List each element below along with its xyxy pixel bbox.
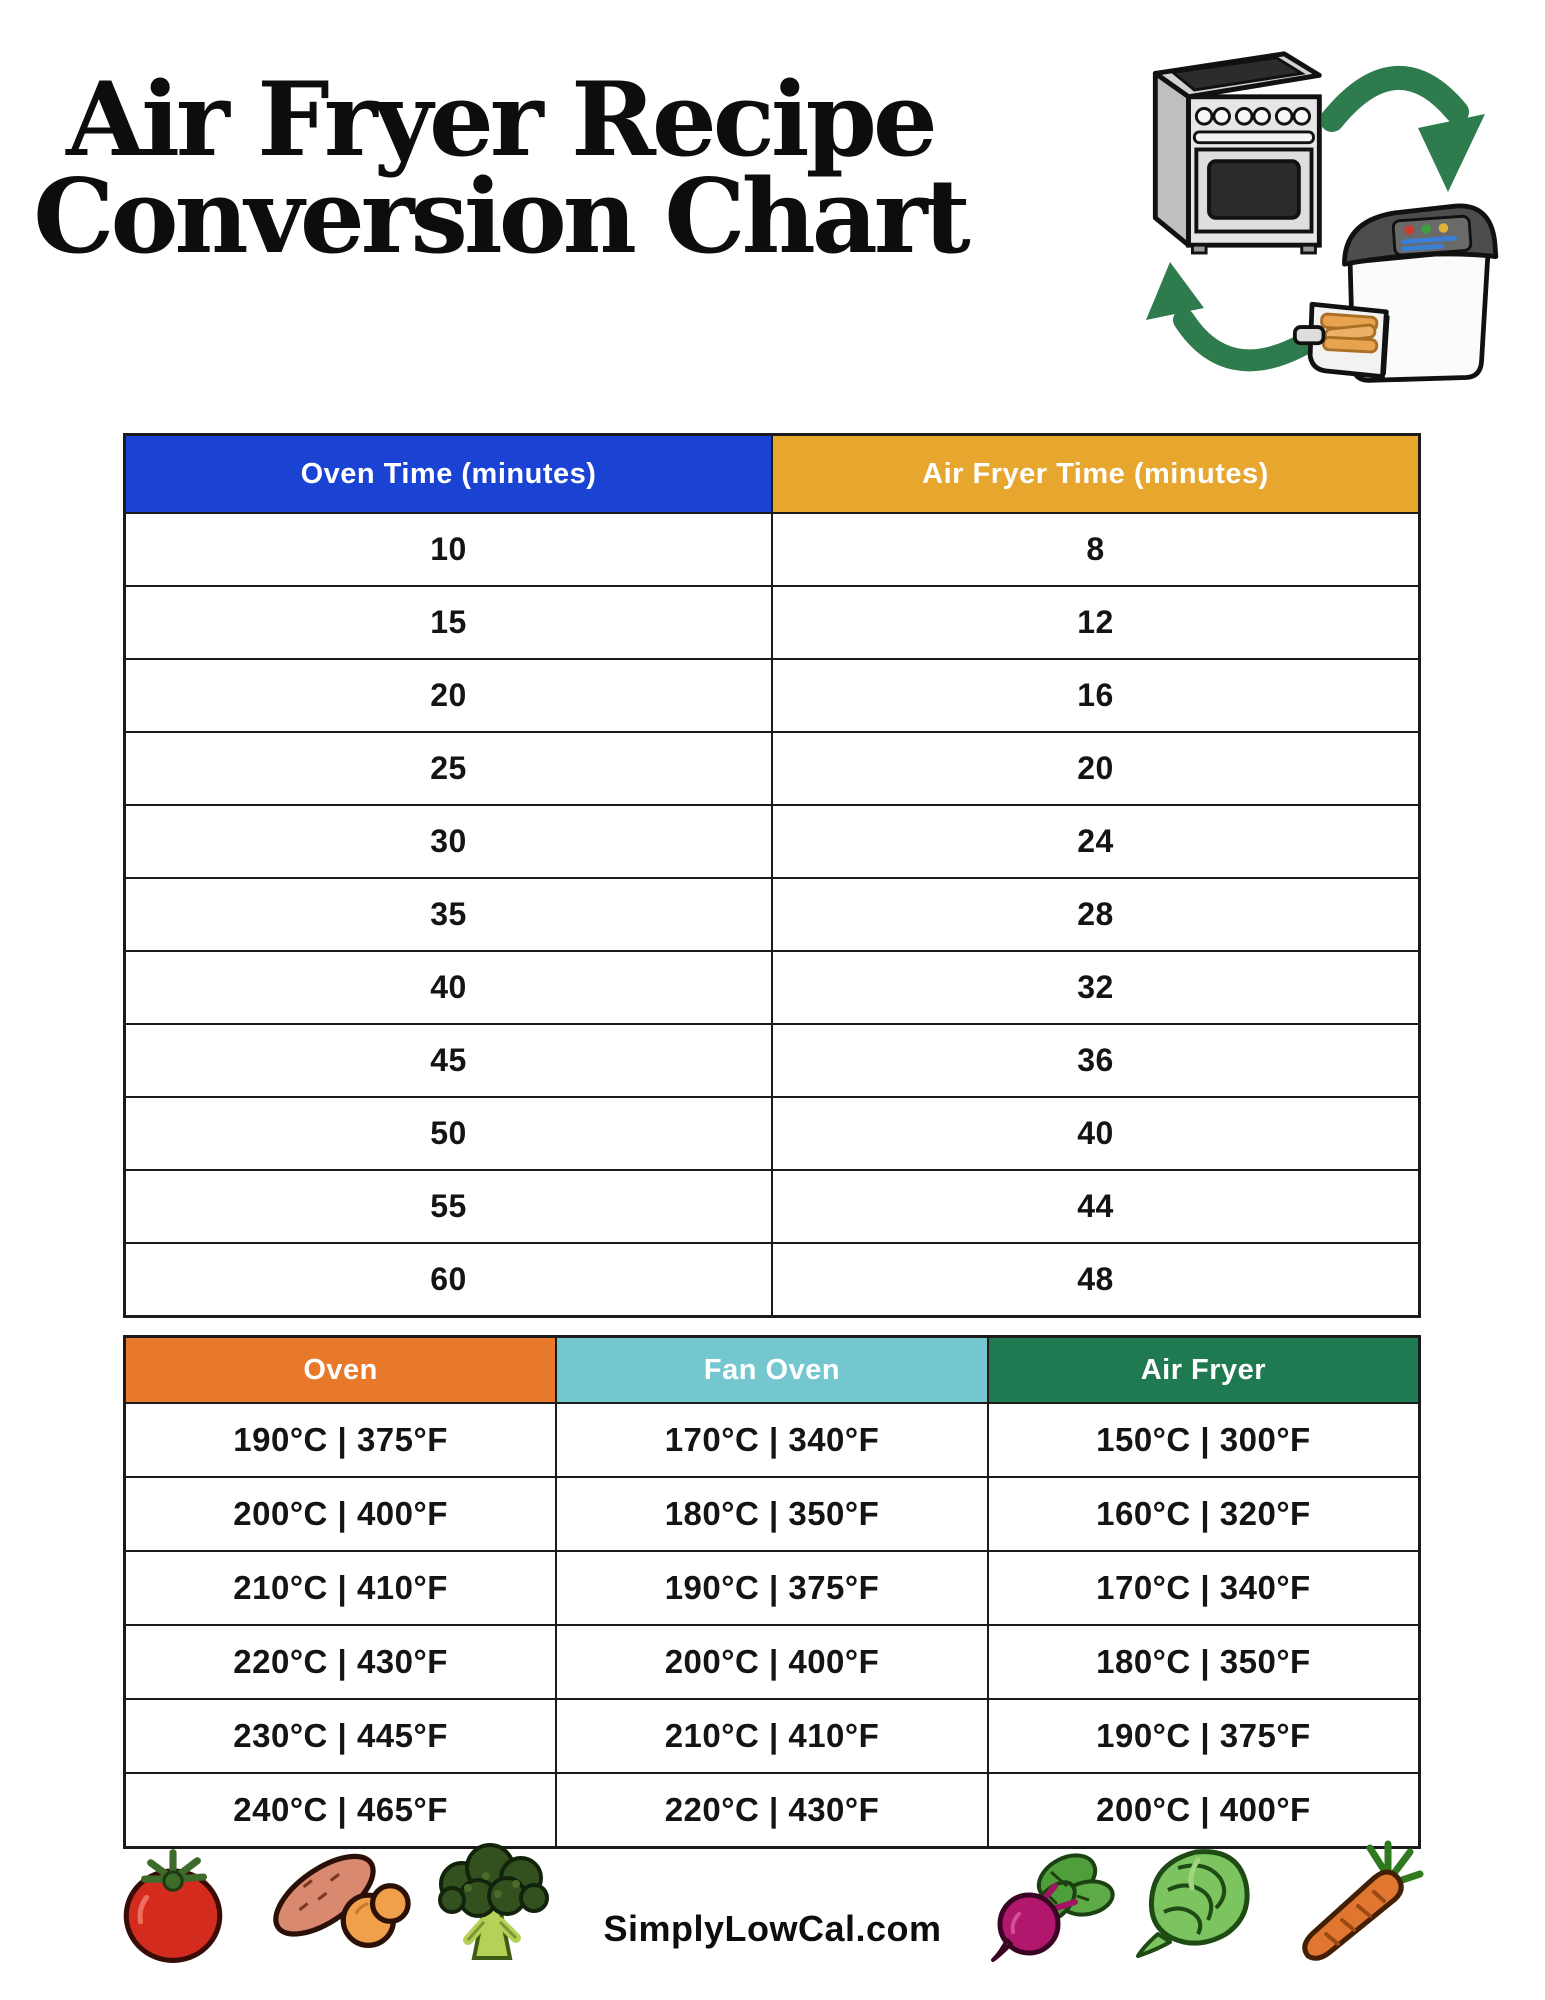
page-title-line2: Conversion Chart [33, 156, 967, 277]
oven-fanoven-airfryer-temp-table [123, 1335, 1421, 1849]
table-row [125, 951, 1420, 1024]
table-cell: 30 [125, 805, 773, 878]
table-cell: 40 [125, 951, 773, 1024]
table-cell: 190°C | 375°F [988, 1699, 1420, 1773]
table-row [125, 732, 1420, 805]
temp-table-header-row [125, 1337, 1420, 1404]
website-text: SimplyLowCal.com [603, 1908, 942, 1949]
table-cell: 220°C | 430°F [125, 1625, 557, 1699]
table-cell: 8 [772, 513, 1420, 586]
table-cell: 10 [125, 513, 773, 586]
tomato-icon [112, 1843, 234, 1968]
table-cell: 50 [125, 1097, 773, 1170]
table-cell: 20 [125, 659, 773, 732]
table-row [125, 659, 1420, 732]
table-row [125, 586, 1420, 659]
table-cell: 32 [772, 951, 1420, 1024]
table-cell: 180°C | 350°F [556, 1477, 988, 1551]
broccoli-icon [428, 1836, 558, 1966]
beet-icon [985, 1840, 1115, 1965]
page-title [0, 60, 1000, 277]
table-cell: 160°C | 320°F [988, 1477, 1420, 1551]
table-row [125, 1477, 1420, 1551]
table-row [125, 1699, 1420, 1773]
time-table-header-row [125, 435, 1420, 514]
table-cell: 170°C | 340°F [988, 1551, 1420, 1625]
table-cell: 170°C | 340°F [556, 1403, 988, 1477]
table-cell: 190°C | 375°F [125, 1403, 557, 1477]
table-cell: 45 [125, 1024, 773, 1097]
sweet-potato-icon [262, 1845, 412, 1960]
oven-to-airfryer-time-table [123, 433, 1421, 1318]
table-cell: 240°C | 465°F [125, 1773, 557, 1848]
table-cell: 200°C | 400°F [556, 1625, 988, 1699]
table-row [125, 878, 1420, 951]
table-cell: 40 [772, 1097, 1420, 1170]
table-cell: 200°C | 400°F [125, 1477, 557, 1551]
air-fryer-icon [1290, 188, 1515, 388]
table-cell: 55 [125, 1170, 773, 1243]
table-row [125, 1024, 1420, 1097]
table-row [125, 1170, 1420, 1243]
table-cell: 12 [772, 586, 1420, 659]
time-table-header-oven: Oven Time (minutes) [125, 435, 773, 514]
table-row [125, 1243, 1420, 1317]
table-cell: 44 [772, 1170, 1420, 1243]
table-cell: 48 [772, 1243, 1420, 1317]
temp-table-header-airfryer: Air Fryer [988, 1337, 1420, 1404]
table-cell: 60 [125, 1243, 773, 1317]
table-cell: 210°C | 410°F [556, 1699, 988, 1773]
temp-table-header-fanoven: Fan Oven [556, 1337, 988, 1404]
table-row [125, 1773, 1420, 1848]
table-cell: 220°C | 430°F [556, 1773, 988, 1848]
table-cell: 20 [772, 732, 1420, 805]
table-cell: 210°C | 410°F [125, 1551, 557, 1625]
table-row [125, 513, 1420, 586]
table-cell: 35 [125, 878, 773, 951]
table-row [125, 1551, 1420, 1625]
lettuce-icon [1128, 1838, 1263, 1968]
table-cell: 25 [125, 732, 773, 805]
table-cell: 200°C | 400°F [988, 1773, 1420, 1848]
table-row [125, 805, 1420, 878]
table-row [125, 1403, 1420, 1477]
table-cell: 24 [772, 805, 1420, 878]
table-cell: 180°C | 350°F [988, 1625, 1420, 1699]
table-cell: 28 [772, 878, 1420, 951]
table-cell: 36 [772, 1024, 1420, 1097]
table-cell: 230°C | 445°F [125, 1699, 557, 1773]
table-cell: 16 [772, 659, 1420, 732]
table-row [125, 1625, 1420, 1699]
table-cell: 15 [125, 586, 773, 659]
table-cell: 150°C | 300°F [988, 1403, 1420, 1477]
temp-table-header-oven: Oven [125, 1337, 557, 1404]
carrot-icon [1292, 1838, 1427, 1968]
time-table-header-airfryer: Air Fryer Time (minutes) [772, 435, 1420, 514]
table-row [125, 1097, 1420, 1170]
table-cell: 190°C | 375°F [556, 1551, 988, 1625]
arrow-air-fryer-to-oven-icon [1142, 248, 1312, 378]
page-title-line1: Air Fryer Recipe [66, 60, 934, 180]
